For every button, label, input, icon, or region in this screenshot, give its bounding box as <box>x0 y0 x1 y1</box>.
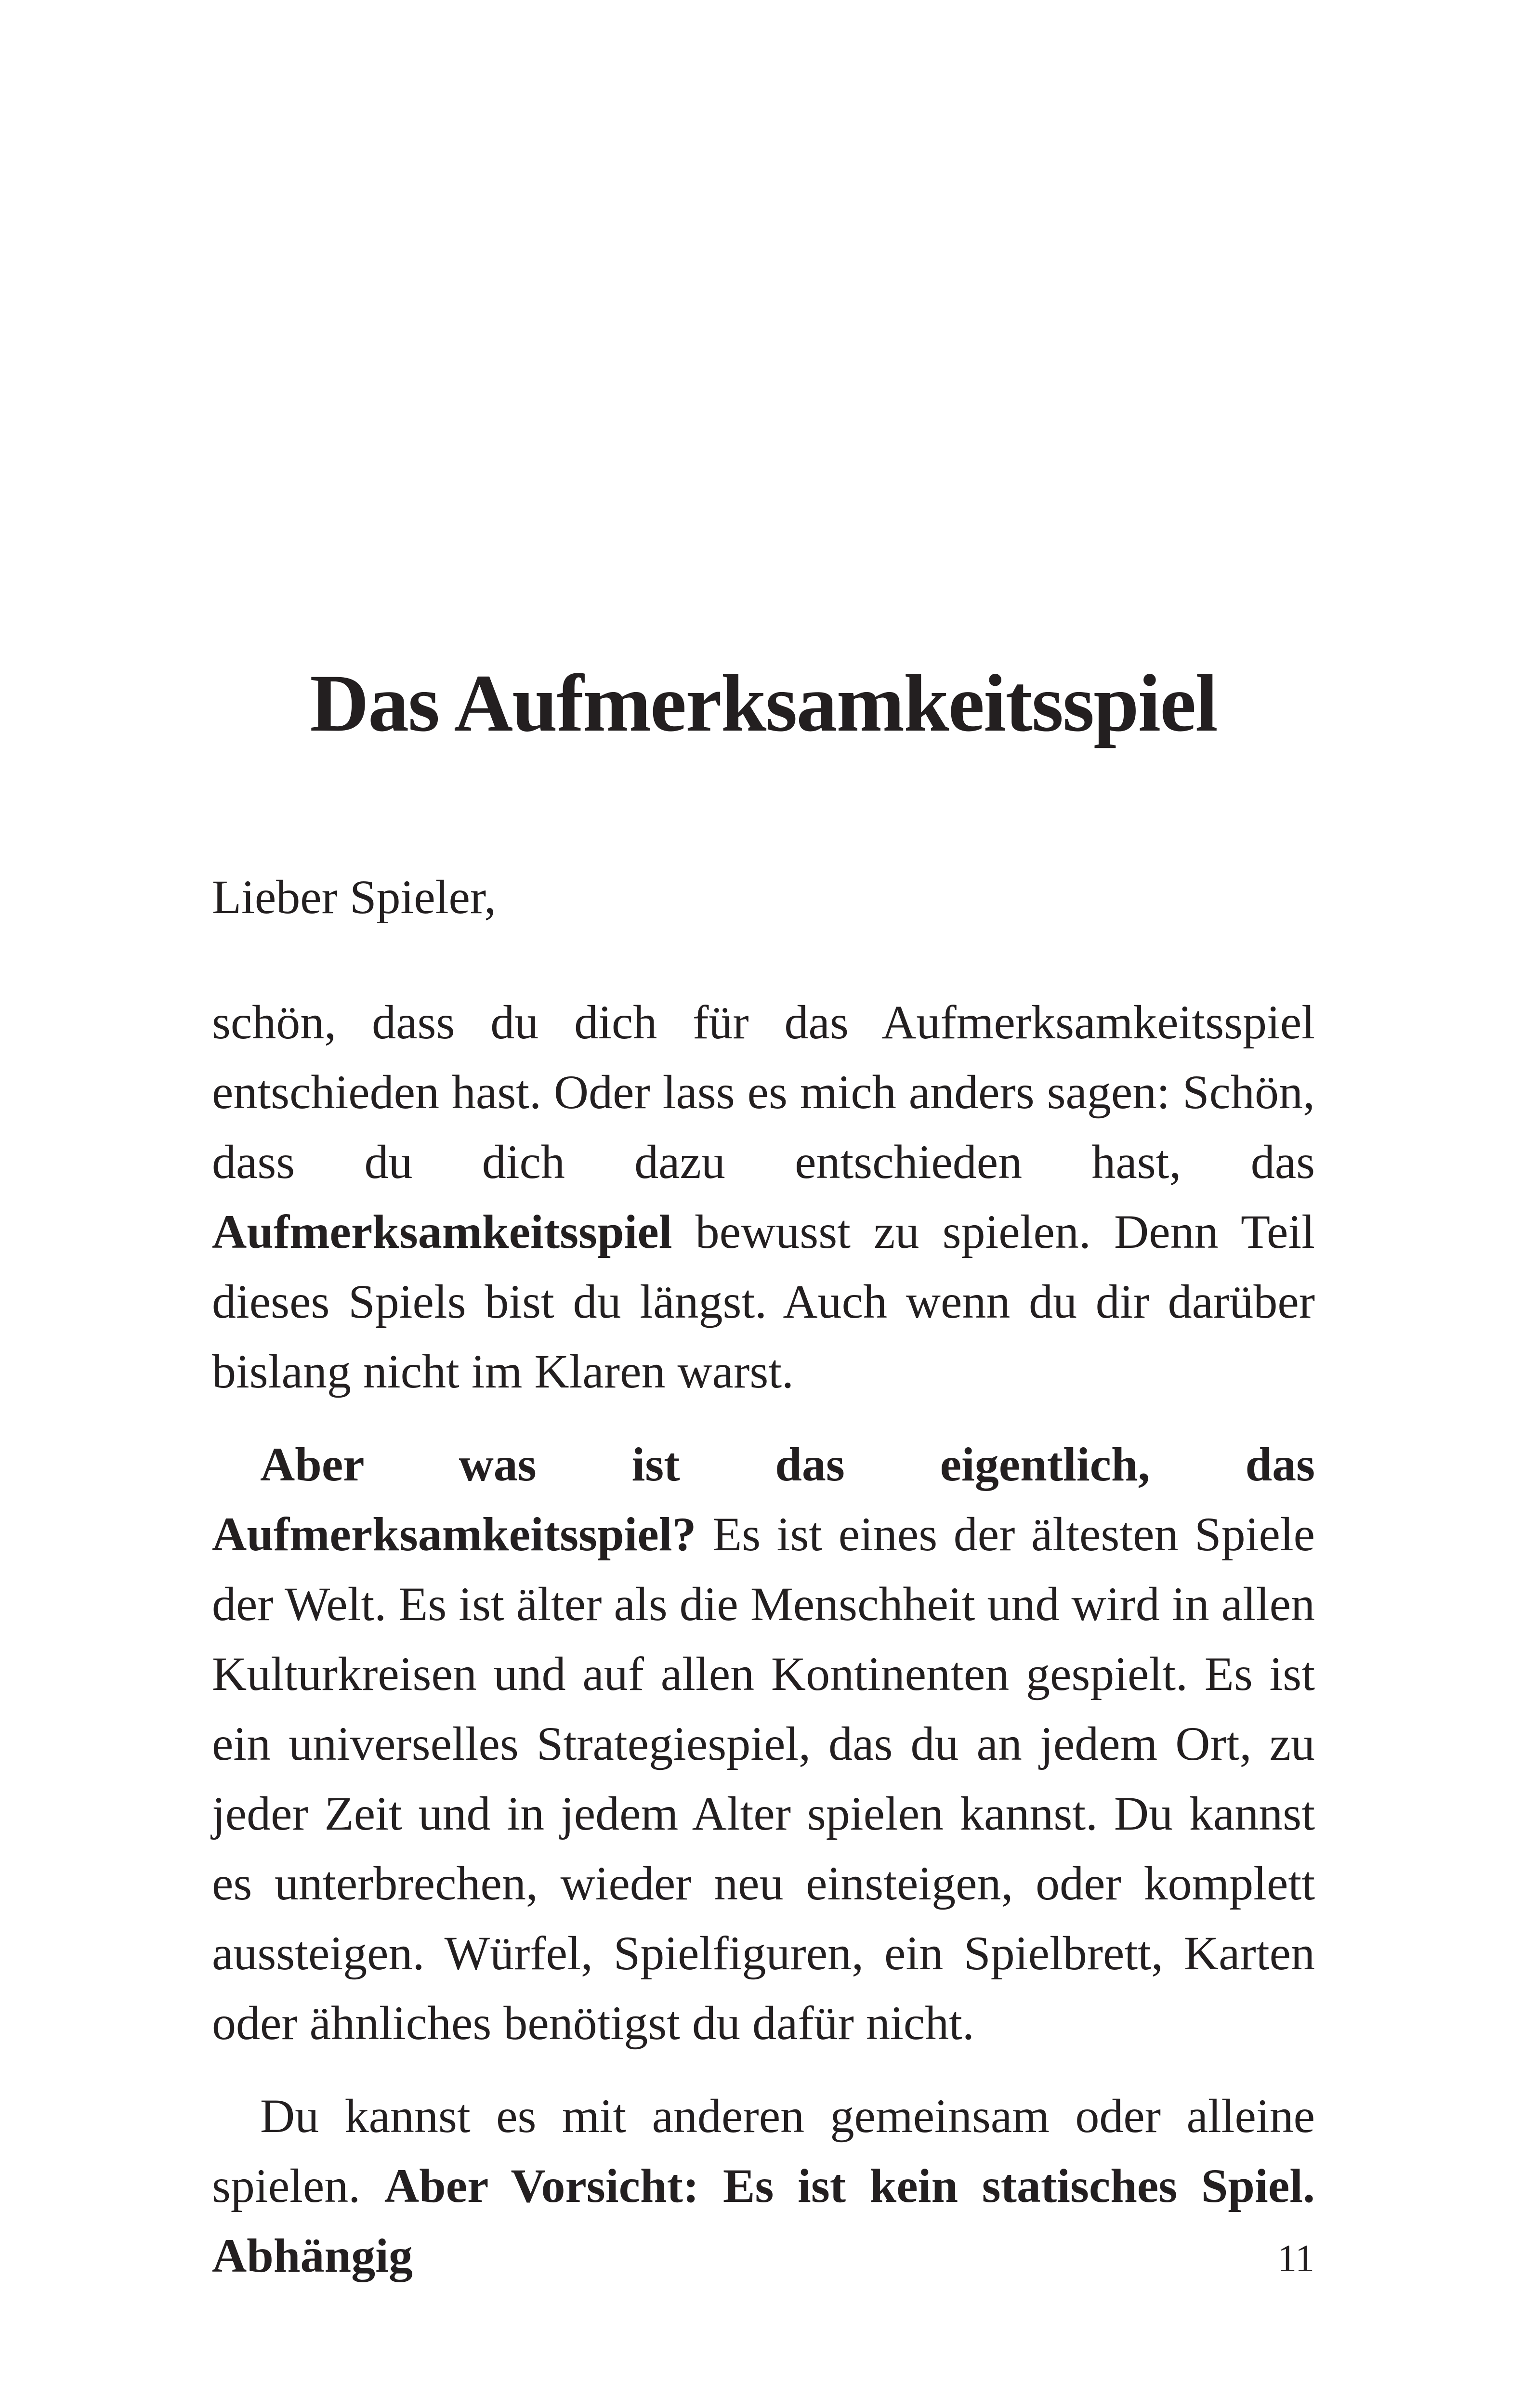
paragraph-1-text-continued: bewusst zu spielen. Denn Teil dieses Spiels bist du längst. Auch wenn du dir darüber bislang nicht im Klaren warst. <box>212 1205 1315 1398</box>
paragraph-1-emphasis: Aufmerksamkeitsspiel <box>212 1205 672 1258</box>
salutation: Lieber Spieler, <box>212 870 497 924</box>
paragraph-3 <box>212 2081 1315 2290</box>
paragraph-3-emphasis: Aber Vorsicht: Es ist kein statisches Spiel. Abhängig <box>212 2159 1315 2282</box>
paragraph-2 <box>212 1429 1315 2058</box>
paragraph-1 <box>212 987 1315 1406</box>
paragraph-2-text: Es ist eines der ältesten Spiele der Welt. Es ist älter als die Menschheit und wird in allen Kulturkreisen und auf allen Kontinenten gespielt. Es ist ein universelles Strategiespiel, das du an jedem Ort, zu jeder Zeit und in jedem Alter spielen kannst. Du kannst es unterbrechen, wieder neu einsteigen, oder komplett aussteigen. Würfel, Spielfiguren, ein Spielbrett, Karten oder ähnliches benötigst du dafür nicht. <box>212 1507 1315 2050</box>
body-text <box>212 862 1315 2314</box>
paragraph-2-emphasis: Aber was ist das eigentlich, das Aufmerksamkeitsspiel? <box>212 1438 1315 1561</box>
page-number: 11 <box>1277 2238 1314 2280</box>
paragraph-1-text: schön, dass du dich für das Aufmerksamkeitsspiel entschieden hast. Oder lass es mich anders sagen: Schön, dass du dich dazu entschieden hast, das <box>212 995 1315 1189</box>
paragraph-3-text: Du kannst es mit anderen gemeinsam oder alleine spielen. <box>212 2089 1315 2212</box>
chapter-title: Das Aufmerksamkeitsspiel <box>310 658 1217 748</box>
